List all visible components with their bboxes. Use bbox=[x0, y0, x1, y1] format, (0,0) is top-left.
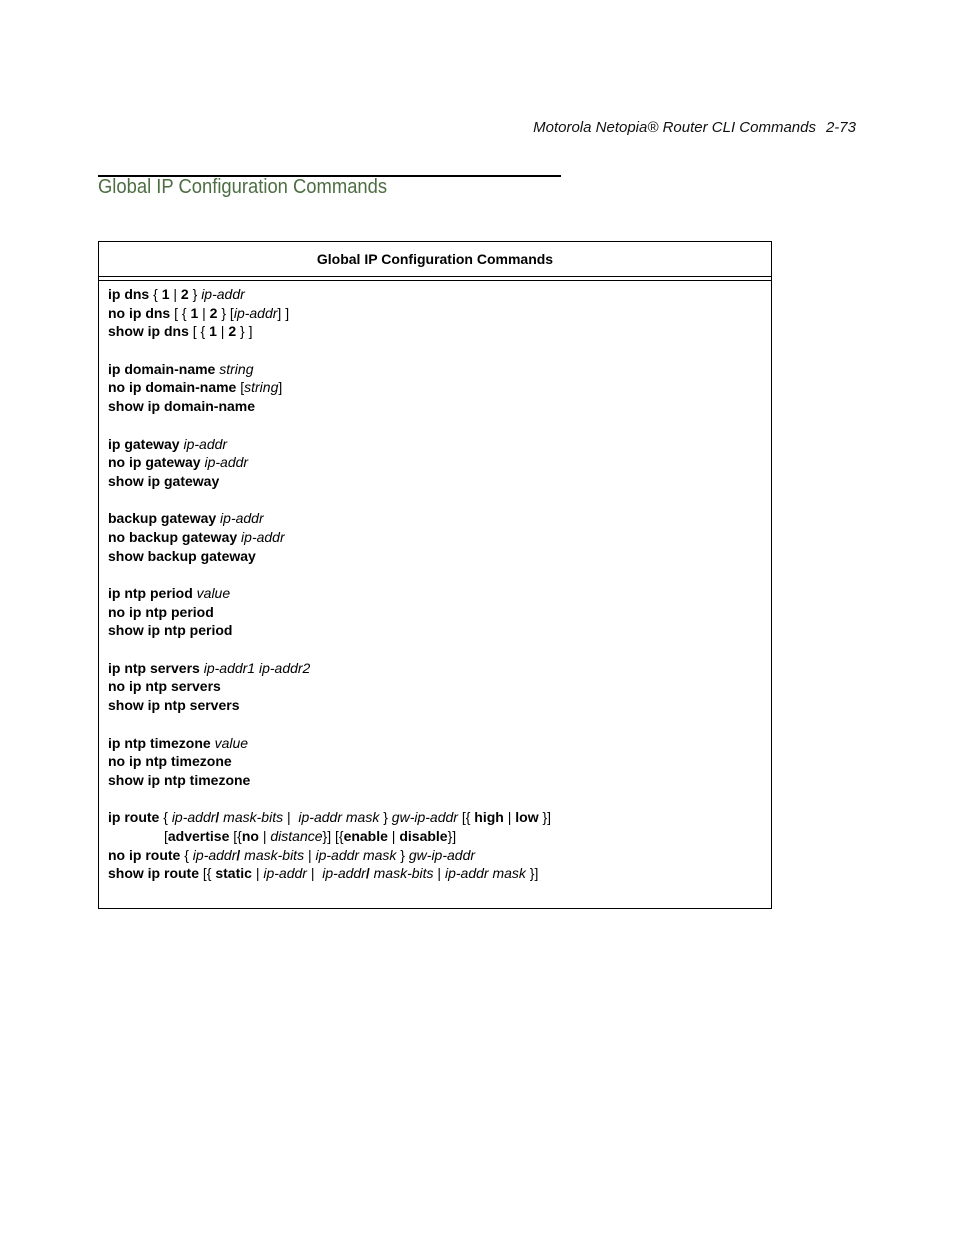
command-keyword: static bbox=[215, 865, 252, 882]
command-parameter: ip-addr bbox=[263, 865, 307, 882]
command-table bbox=[98, 241, 772, 909]
command-line bbox=[108, 864, 771, 883]
command-line bbox=[108, 827, 771, 846]
command-parameter: value bbox=[214, 734, 249, 751]
command-keyword: high bbox=[474, 809, 504, 826]
command-syntax: }] bbox=[538, 809, 552, 826]
group-spacer bbox=[108, 640, 771, 659]
command-keyword: 2 bbox=[180, 286, 189, 302]
command-line bbox=[108, 378, 771, 397]
command-keyword: no ip dns bbox=[108, 304, 171, 321]
command-parameter: ip-addr bbox=[192, 846, 237, 863]
command-keyword: no ip gateway bbox=[108, 454, 201, 471]
command-parameter: ip-addr bbox=[322, 865, 366, 882]
command-line bbox=[108, 435, 771, 454]
command-keyword: show ip ntp period bbox=[108, 622, 233, 639]
command-line bbox=[108, 285, 771, 304]
command-parameter: ip-addr mask bbox=[315, 846, 397, 863]
command-line bbox=[108, 677, 771, 696]
command-parameter: ip-addr mask bbox=[298, 809, 380, 826]
command-syntax: | bbox=[283, 809, 299, 826]
command-parameter: mask-bits bbox=[219, 809, 284, 826]
command-parameter: gw-ip-addr bbox=[408, 846, 476, 863]
command-syntax: { bbox=[180, 846, 193, 863]
command-syntax: [ bbox=[236, 379, 245, 396]
command-keyword: show backup gateway bbox=[108, 547, 256, 564]
command-parameter: distance bbox=[270, 827, 323, 844]
command-syntax: [ { bbox=[188, 323, 210, 340]
command-keyword: 1 bbox=[161, 286, 170, 302]
command-keyword: backup gateway bbox=[108, 510, 217, 527]
command-line bbox=[108, 752, 771, 771]
command-line bbox=[108, 547, 771, 566]
section-title: Global IP Configuration Commands bbox=[98, 176, 388, 198]
table-body bbox=[99, 281, 771, 883]
page-number: 2-73 bbox=[825, 119, 856, 136]
command-parameter: value bbox=[196, 585, 231, 601]
command-syntax: | bbox=[306, 865, 323, 882]
command-line bbox=[108, 808, 771, 827]
command-keyword: no backup gateway bbox=[108, 528, 238, 545]
command-syntax: | bbox=[198, 304, 210, 321]
command-parameter: string bbox=[244, 379, 279, 396]
command-line bbox=[108, 528, 771, 547]
command-keyword: enable bbox=[343, 827, 388, 844]
command-line bbox=[108, 621, 771, 640]
command-syntax: ] bbox=[278, 379, 283, 396]
command-parameter: ip-addr mask bbox=[444, 865, 526, 882]
command-syntax: ] ] bbox=[277, 304, 290, 321]
command-keyword: no ip ntp period bbox=[108, 603, 214, 620]
command-parameter: ip-addr bbox=[201, 286, 245, 302]
command-line bbox=[108, 696, 771, 715]
command-line bbox=[108, 603, 771, 622]
command-keyword: show ip route bbox=[108, 865, 199, 882]
command-line bbox=[108, 509, 771, 528]
command-keyword: / bbox=[365, 865, 370, 882]
command-keyword: 1 bbox=[190, 304, 199, 321]
command-keyword: 2 bbox=[209, 304, 218, 321]
command-line bbox=[108, 304, 771, 323]
command-syntax: [{ bbox=[457, 809, 475, 826]
command-keyword: ip domain-name bbox=[108, 360, 216, 377]
command-syntax: | bbox=[169, 286, 181, 302]
table-divider bbox=[99, 276, 771, 277]
command-line bbox=[108, 322, 771, 341]
group-spacer bbox=[108, 565, 771, 584]
command-line bbox=[108, 771, 771, 790]
command-line bbox=[108, 453, 771, 472]
command-keyword: ip ntp timezone bbox=[108, 734, 211, 751]
command-parameter: gw-ip-addr bbox=[391, 809, 458, 826]
table-heading: Global IP Configuration Commands bbox=[316, 251, 554, 267]
command-syntax: [ bbox=[164, 827, 168, 844]
group-spacer bbox=[108, 790, 771, 809]
command-parameter: ip-addr bbox=[204, 454, 249, 471]
command-line bbox=[108, 846, 771, 865]
command-keyword: no ip ntp timezone bbox=[108, 753, 232, 770]
command-parameter: ip-addr bbox=[220, 510, 264, 527]
command-syntax: } bbox=[396, 846, 409, 863]
command-syntax: }] [{ bbox=[322, 827, 344, 844]
command-keyword: 2 bbox=[228, 323, 237, 340]
command-syntax: { bbox=[159, 809, 172, 826]
command-parameter: mask-bits bbox=[240, 846, 305, 863]
command-keyword: no bbox=[241, 827, 259, 844]
command-syntax: } [ bbox=[217, 304, 234, 321]
command-keyword: show ip domain-name bbox=[108, 398, 256, 415]
command-keyword: no ip domain-name bbox=[108, 379, 237, 396]
group-spacer bbox=[108, 715, 771, 734]
command-keyword: advertise bbox=[167, 827, 230, 844]
command-keyword: ip gateway bbox=[108, 435, 180, 452]
command-keyword: no ip route bbox=[108, 846, 181, 863]
command-line bbox=[108, 472, 771, 491]
command-line bbox=[108, 360, 771, 379]
command-parameter: string bbox=[219, 360, 254, 377]
command-keyword: show ip dns bbox=[108, 323, 189, 340]
command-syntax: | bbox=[304, 846, 316, 863]
command-syntax: { bbox=[149, 286, 162, 302]
command-parameter: ip-addr bbox=[233, 304, 278, 321]
command-keyword: ip ntp period bbox=[108, 585, 193, 601]
command-syntax: | bbox=[387, 827, 400, 844]
group-spacer bbox=[108, 341, 771, 360]
command-syntax: | bbox=[251, 865, 264, 882]
command-keyword: ip dns bbox=[108, 286, 150, 302]
command-keyword: ip route bbox=[108, 809, 160, 826]
command-line bbox=[108, 584, 771, 603]
command-keyword: show ip ntp servers bbox=[108, 697, 240, 714]
running-title: Motorola Netopia® Router CLI Commands bbox=[533, 119, 816, 136]
command-keyword: disable bbox=[399, 827, 448, 844]
command-keyword: low bbox=[515, 809, 539, 826]
command-syntax: [{ bbox=[199, 865, 216, 882]
command-syntax: | bbox=[258, 827, 271, 844]
command-syntax: [{ bbox=[229, 827, 242, 844]
command-syntax: } bbox=[188, 286, 202, 302]
command-syntax: } bbox=[379, 809, 392, 826]
command-parameter: ip-addr1 ip-addr2 bbox=[203, 659, 311, 676]
command-keyword: / bbox=[236, 846, 241, 863]
command-parameter: ip-addr bbox=[171, 809, 216, 826]
command-syntax: }] bbox=[447, 827, 457, 844]
group-spacer bbox=[108, 416, 771, 435]
command-keyword: show ip gateway bbox=[108, 472, 220, 489]
command-keyword: / bbox=[215, 809, 220, 826]
command-parameter: mask-bits bbox=[369, 865, 434, 882]
command-line bbox=[108, 659, 771, 678]
command-syntax: } ] bbox=[236, 323, 253, 340]
command-syntax: [ { bbox=[170, 304, 191, 321]
running-header bbox=[0, 119, 856, 136]
command-syntax: | bbox=[503, 809, 516, 826]
group-spacer bbox=[108, 491, 771, 510]
command-syntax: }] bbox=[525, 865, 539, 882]
command-keyword: ip ntp servers bbox=[108, 659, 200, 676]
command-keyword: no ip ntp servers bbox=[108, 678, 221, 695]
command-parameter: ip-addr bbox=[183, 435, 228, 452]
command-keyword: 1 bbox=[209, 323, 217, 340]
command-line bbox=[108, 734, 771, 753]
command-line bbox=[108, 397, 771, 416]
command-syntax: | bbox=[216, 323, 229, 340]
command-syntax: | bbox=[433, 865, 445, 882]
command-keyword: show ip ntp timezone bbox=[108, 771, 251, 788]
command-parameter: ip-addr bbox=[241, 528, 285, 545]
